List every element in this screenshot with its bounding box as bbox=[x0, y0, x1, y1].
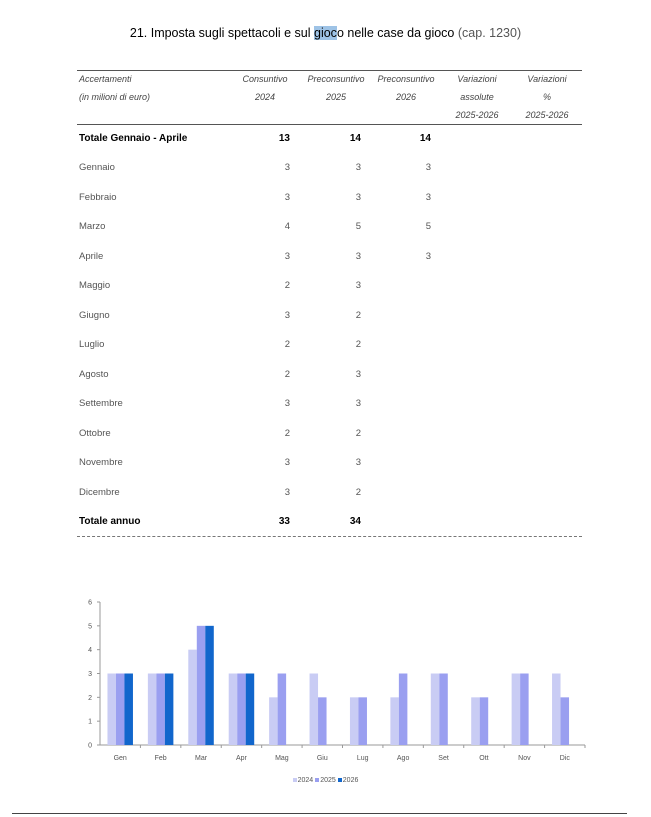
y-tick-label: 6 bbox=[88, 599, 92, 607]
bar-2025-Gen bbox=[116, 674, 125, 746]
header-line: Variazioni bbox=[527, 74, 567, 84]
row-label: Marzo bbox=[79, 221, 106, 232]
bar-2025-Set bbox=[439, 674, 448, 746]
header-col-2024 bbox=[225, 70, 305, 106]
legend-swatch bbox=[293, 778, 297, 782]
title-prefix: 21. Imposta sugli spettacoli e sul bbox=[129, 26, 314, 40]
row-label: Luglio bbox=[79, 339, 105, 350]
x-tick-label: Ago bbox=[396, 755, 410, 762]
header-col-label bbox=[79, 70, 150, 106]
bar-2024-Apr bbox=[229, 674, 238, 746]
bar-2024-Gen bbox=[107, 674, 116, 746]
legend-label: 2025 bbox=[320, 777, 336, 784]
bar-2025-Mar bbox=[197, 626, 206, 745]
x-tick-label: Giu bbox=[316, 755, 328, 762]
cell-2026: 3 bbox=[425, 162, 431, 173]
header-line: 2026 bbox=[395, 92, 417, 102]
x-tick-label: Feb bbox=[154, 755, 167, 762]
header-col-2026 bbox=[366, 70, 446, 106]
table-row bbox=[0, 221, 651, 237]
table-row bbox=[0, 339, 651, 355]
x-tick-label: Ott bbox=[479, 755, 489, 762]
bar-2025-Ott bbox=[480, 697, 489, 745]
bar-2025-Lug bbox=[358, 697, 367, 745]
x-tick-label: Mag bbox=[275, 755, 289, 762]
table-row bbox=[0, 487, 651, 503]
header-line: Preconsuntivo bbox=[307, 74, 365, 84]
cell-2024: 3 bbox=[284, 162, 290, 173]
bar-2025-Dic bbox=[561, 697, 570, 745]
header-line: 2025-2026 bbox=[455, 110, 499, 120]
chart-svg bbox=[70, 592, 590, 772]
bar-2024-Mag bbox=[269, 697, 278, 745]
cell-2025: 3 bbox=[355, 398, 361, 409]
cell-2024: 2 bbox=[284, 280, 290, 291]
bar-2024-Lug bbox=[350, 697, 359, 745]
bar-2024-Mar bbox=[188, 650, 197, 745]
cell-2025: 5 bbox=[355, 221, 361, 232]
header-line: 2025-2026 bbox=[525, 110, 569, 120]
table-row bbox=[0, 280, 651, 296]
cell-2025: 2 bbox=[355, 428, 361, 439]
cell-2025: 3 bbox=[355, 162, 361, 173]
legend-swatch bbox=[338, 778, 342, 782]
y-tick-label: 4 bbox=[88, 647, 92, 655]
row-label: Settembre bbox=[79, 398, 123, 409]
y-tick-label: 3 bbox=[88, 671, 92, 678]
table-row bbox=[0, 192, 651, 208]
cell-2025: 3 bbox=[355, 192, 361, 203]
table-row bbox=[0, 369, 651, 385]
header-line: 2025 bbox=[325, 92, 347, 102]
row-label: Giugno bbox=[79, 310, 110, 321]
footer-rule bbox=[12, 813, 627, 814]
y-tick-label: 5 bbox=[88, 623, 92, 631]
bar-2024-Giu bbox=[310, 674, 319, 746]
x-tick-label: Nov bbox=[518, 755, 531, 762]
table-row bbox=[0, 162, 651, 178]
table-row bbox=[0, 457, 651, 473]
bar-2024-Feb bbox=[148, 674, 157, 746]
bar-2025-Feb bbox=[156, 674, 165, 746]
cell-2024: 3 bbox=[284, 487, 290, 498]
cell-2025: 3 bbox=[355, 369, 361, 380]
cell-2025: 14 bbox=[349, 133, 361, 144]
cell-2024: 3 bbox=[284, 251, 290, 262]
header-line: assolute bbox=[460, 92, 494, 102]
cell-2024: 3 bbox=[284, 457, 290, 468]
cell-2024: 33 bbox=[278, 516, 290, 527]
row-label: Febbraio bbox=[79, 192, 117, 203]
table-row bbox=[0, 428, 651, 444]
table-row bbox=[0, 133, 651, 149]
x-tick-label: Mar bbox=[195, 755, 208, 762]
cell-2024: 13 bbox=[278, 133, 290, 144]
cell-2024: 3 bbox=[284, 310, 290, 321]
cell-2025: 2 bbox=[355, 487, 361, 498]
header-col-var-pct bbox=[507, 70, 587, 124]
bar-2025-Mag bbox=[278, 674, 287, 746]
cell-2024: 2 bbox=[284, 369, 290, 380]
bar-chart bbox=[70, 592, 590, 797]
cell-2025: 3 bbox=[355, 280, 361, 291]
header-line: Accertamenti bbox=[79, 74, 132, 84]
y-tick-label: 2 bbox=[88, 694, 92, 702]
bar-2024-Nov bbox=[512, 674, 521, 746]
row-label: Ottobre bbox=[79, 428, 111, 439]
row-label: Maggio bbox=[79, 280, 111, 291]
x-tick-label: Apr bbox=[236, 755, 247, 762]
cell-2026: 3 bbox=[425, 192, 431, 203]
header-bottom-rule bbox=[77, 124, 582, 125]
row-label: Gennaio bbox=[79, 162, 115, 173]
header-line: Variazioni bbox=[457, 74, 497, 84]
row-label: Totale annuo bbox=[79, 516, 141, 527]
title-cap: (cap. 1230) bbox=[457, 26, 522, 40]
bar-2026-Gen bbox=[124, 674, 133, 746]
title-suffix: o nelle case da gioco bbox=[336, 26, 455, 40]
x-tick-label: Gen bbox=[113, 755, 127, 762]
y-tick-label: 0 bbox=[88, 742, 92, 750]
header-line: % bbox=[542, 92, 551, 102]
bar-2025-Apr bbox=[237, 674, 246, 746]
cell-2024: 3 bbox=[284, 192, 290, 203]
bar-2024-Dic bbox=[552, 674, 561, 746]
cell-2025: 2 bbox=[355, 339, 361, 350]
cell-2025: 3 bbox=[355, 251, 361, 262]
y-tick-label: 1 bbox=[88, 718, 92, 726]
x-tick-label: Set bbox=[438, 755, 449, 762]
title-highlight: gioc bbox=[314, 26, 337, 40]
table-row bbox=[0, 398, 651, 414]
header-col-2025 bbox=[296, 70, 376, 106]
legend-item-2026 bbox=[338, 777, 359, 784]
table-row bbox=[0, 310, 651, 326]
table-end-rule bbox=[77, 536, 582, 537]
bar-2024-Ott bbox=[471, 697, 480, 745]
header-line: Preconsuntivo bbox=[377, 74, 435, 84]
cell-2026: 3 bbox=[425, 251, 431, 262]
legend-label: 2024 bbox=[297, 777, 314, 784]
cell-2025: 34 bbox=[349, 516, 361, 527]
row-label: Dicembre bbox=[79, 487, 120, 498]
bar-2026-Mar bbox=[205, 626, 214, 745]
bar-2025-Giu bbox=[318, 697, 327, 745]
cell-2026: 5 bbox=[425, 221, 431, 232]
bar-2025-Nov bbox=[520, 674, 529, 746]
x-tick-label: Dic bbox=[559, 755, 570, 762]
table-title bbox=[0, 26, 651, 40]
table-row bbox=[0, 516, 651, 532]
legend-label: 2026 bbox=[342, 777, 359, 784]
cell-2024: 2 bbox=[284, 339, 290, 350]
header-col-var-abs bbox=[437, 70, 517, 124]
bar-2025-Ago bbox=[399, 674, 408, 746]
legend-item-2024 bbox=[293, 777, 314, 784]
cell-2024: 4 bbox=[284, 221, 290, 232]
table-row bbox=[0, 251, 651, 267]
cell-2026: 14 bbox=[419, 133, 431, 144]
chart-legend bbox=[0, 777, 651, 784]
row-label: Aprile bbox=[79, 251, 104, 262]
row-label: Agosto bbox=[79, 369, 109, 380]
cell-2024: 3 bbox=[284, 398, 290, 409]
cell-2025: 2 bbox=[355, 310, 361, 321]
bar-2024-Set bbox=[431, 674, 440, 746]
row-label: Totale Gennaio - Aprile bbox=[79, 133, 188, 144]
cell-2024: 2 bbox=[284, 428, 290, 439]
bar-2024-Ago bbox=[390, 697, 399, 745]
bar-2026-Feb bbox=[165, 674, 174, 746]
header-line: Consuntivo bbox=[242, 74, 288, 84]
bar-2026-Apr bbox=[246, 674, 255, 746]
header-line: (in milioni di euro) bbox=[79, 92, 151, 102]
legend-item-2025 bbox=[315, 777, 336, 784]
row-label: Novembre bbox=[79, 457, 123, 468]
legend-swatch bbox=[315, 778, 319, 782]
x-tick-label: Lug bbox=[356, 755, 369, 762]
header-line: 2024 bbox=[254, 92, 276, 102]
cell-2025: 3 bbox=[355, 457, 361, 468]
